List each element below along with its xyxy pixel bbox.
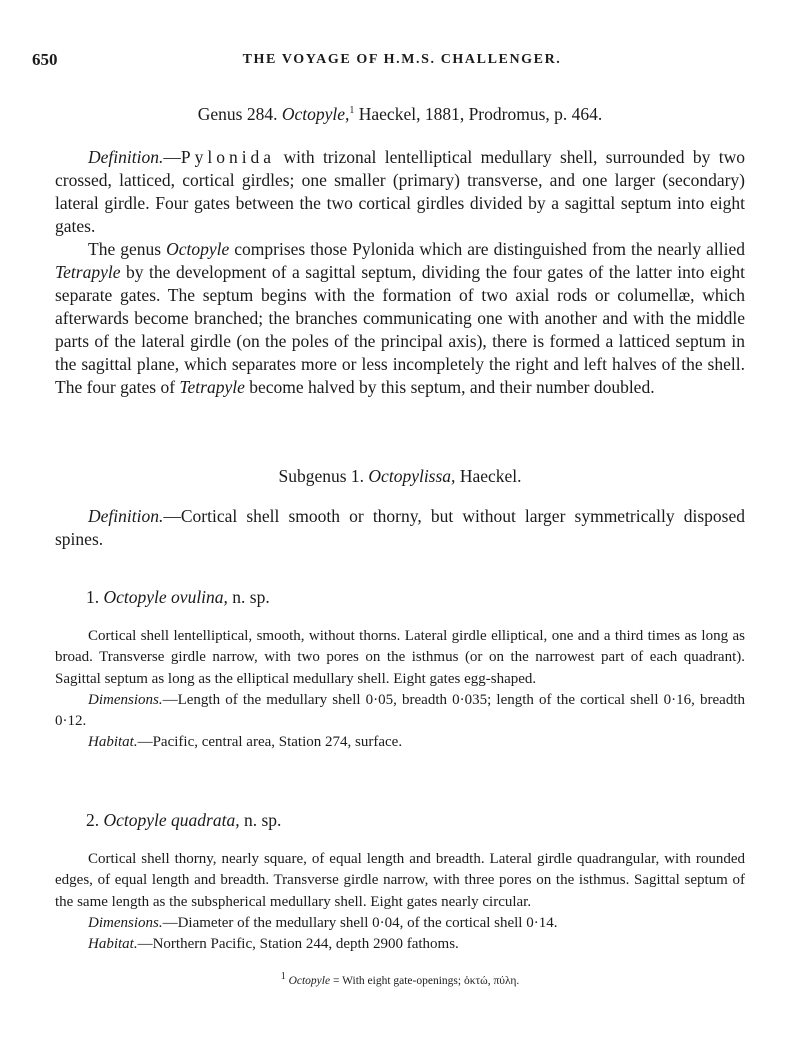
genus-heading xyxy=(0,104,800,125)
genus-heading-suffix: Haeckel, 1881, Prodromus, p. 464. xyxy=(358,104,603,124)
definition-text: with trizonal lentelliptical medullary shell, surrounded by two crossed, latticed, cortical girdles; one smaller (primary) transverse, and one larger (secondary) lateral girdle. Four gates between the two cortical girdles divided by a sagittal septum into eight gates. xyxy=(55,147,745,236)
running-head xyxy=(32,50,772,72)
species-heading: 1. Octopyle ovulina, n. sp. xyxy=(86,587,270,607)
species-habitat: Habitat.—Pacific, central area, Station 274, surface. xyxy=(88,734,403,751)
running-title: THE VOYAGE OF H.M.S. CHALLENGER. xyxy=(242,52,562,67)
species-entry xyxy=(55,626,745,754)
species-genus: Octopyle xyxy=(103,810,167,830)
genus-discussion: The genus Octopyle comprises those Pylonida which are distinguished from the nearly allied Tetrapyle by the development of a sagittal septum, dividing the four gates of the latter into eight separate gates. The septum begins with the formation of two axial rods or columellæ, which afterwards become branched; the branches communicating one with another and with the middle parts of the lateral girdle (on the poles of the principal axis), there is formed a latticed septum in the sagittal plane, which separates more or less incompletely the right and left halves of the shell. The four gates of Tetrapyle become halved by this septum, and their number doubled. xyxy=(55,239,745,397)
species-epithet: quadrata, xyxy=(171,810,240,830)
genus-name: Octopyle, xyxy=(281,104,350,124)
species-entry xyxy=(55,849,745,955)
species-description: Cortical shell lentelliptical, smooth, without thorns. Lateral girdle elliptical, one and a third times as long as broad. Transverse girdle narrow, with two pores on the isthmus (or on the narrowest part of each quadrant). Sagittal septum as long as the elliptical medullary shell. Eight gates egg-shaped. xyxy=(55,628,745,687)
definition-label: Definition. xyxy=(88,506,164,526)
footnote-reference: 1 xyxy=(349,105,355,117)
subgenus-name: Octopylissa, xyxy=(368,466,456,486)
genus-heading-prefix: Genus 284. xyxy=(197,104,278,124)
species-genus: Octopyle xyxy=(103,587,167,607)
genus-definition-block xyxy=(55,146,745,399)
subgenus-definition-block xyxy=(55,505,745,551)
footnote xyxy=(0,971,800,987)
species-dimensions: Dimensions.—Length of the medullary shell 0·05, breadth 0·035; length of the cortical shell 0·16, breadth 0·12. xyxy=(55,691,745,730)
genus-definition: Definition.—Pylonida with trizonal lentelliptical medullary shell, surrounded by two crossed, latticed, cortical girdles; one smaller (primary) transverse, and one larger (secondary) lateral girdle. Four gates between the two cortical girdles divided by a sagittal septum into eight gates. xyxy=(55,147,745,236)
species-dimensions: Dimensions.—Diameter of the medullary shell 0·04, of the cortical shell 0·14. xyxy=(88,914,558,931)
species-habitat: Habitat.—Northern Pacific, Station 244, depth 2900 fathoms. xyxy=(88,936,459,953)
page-number: 650 xyxy=(32,50,58,69)
species-heading: 2. Octopyle quadrata, n. sp. xyxy=(86,810,282,830)
subgenus-definition: Definition.—Cortical shell smooth or thorny, but without larger symmetrically disposed spines. xyxy=(55,506,745,549)
footnote-mark: 1 xyxy=(280,971,286,983)
species-description: Cortical shell thorny, nearly square, of equal length and breadth. Lateral girdle quadrangular, with rounded edges, of equal length and breadth. Transverse girdle narrow, with three pores on the isthmus. Sagittal septum of the same length as the subspherical medullary shell. Eight gates nearly circular. xyxy=(55,851,745,910)
footnote-text: = With eight gate-openings; ὀκτώ, πύλη. xyxy=(330,975,520,987)
footnote-term: Octopyle xyxy=(288,975,331,987)
definition-label: Definition. xyxy=(88,147,164,167)
spaced-term: Pylonida xyxy=(180,147,276,167)
species-epithet: ovulina, xyxy=(171,587,228,607)
subgenus-heading: Subgenus 1. Octopylissa, Haeckel. xyxy=(278,466,522,486)
